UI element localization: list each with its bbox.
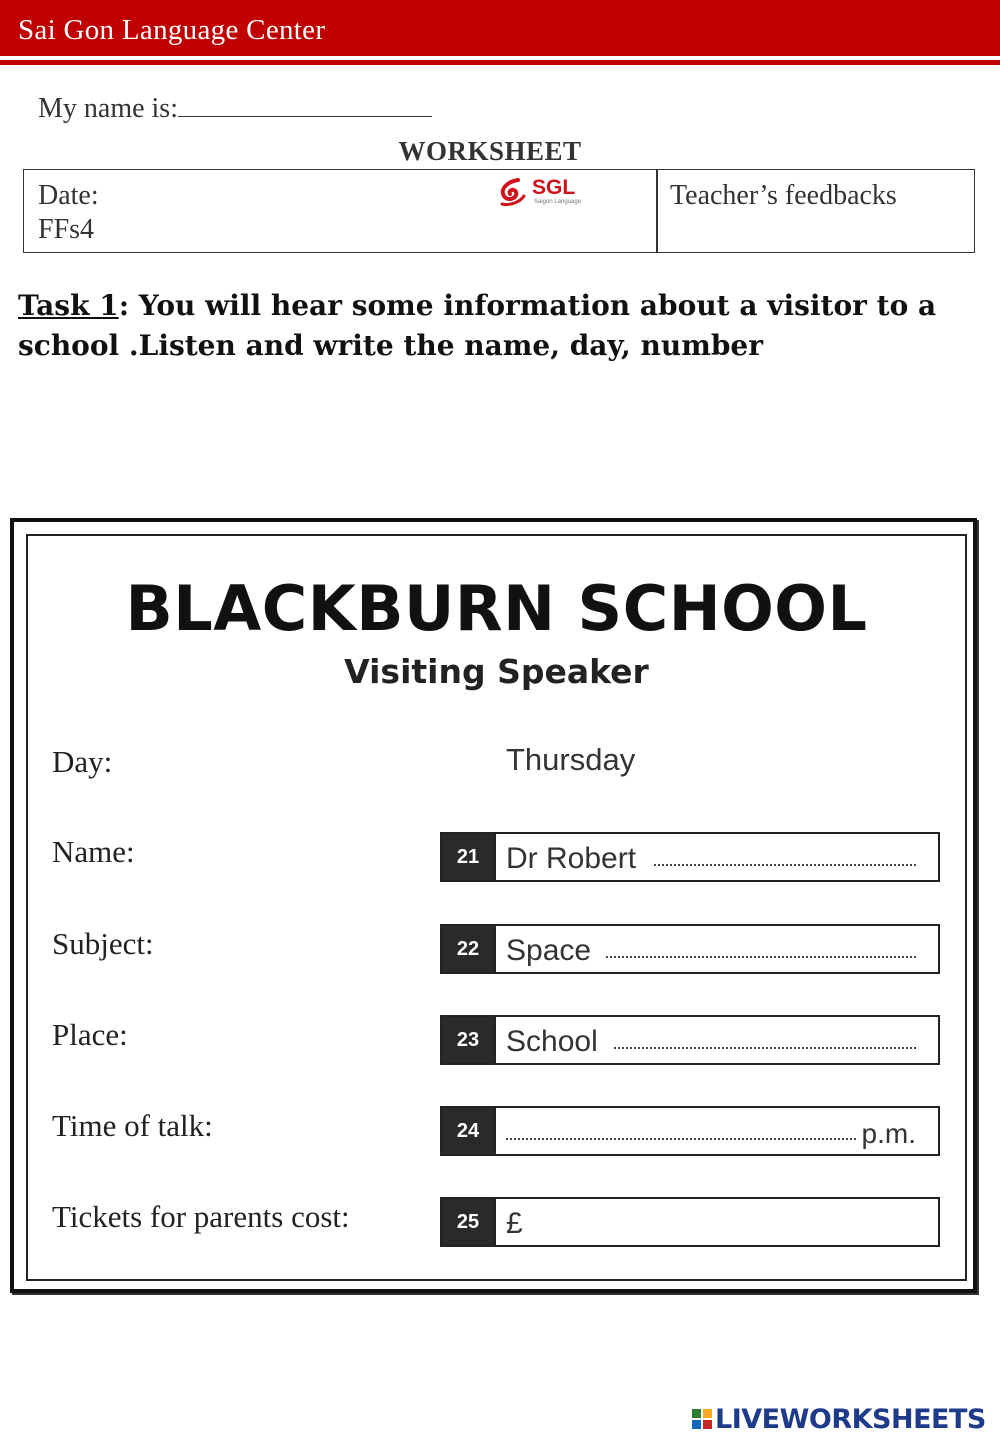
- school-title: BLACKBURN SCHOOL: [125, 572, 868, 645]
- liveworksheets-brand: LIVEWORKSHEETS: [715, 1403, 986, 1435]
- answer-text: Dr Robert: [506, 842, 637, 875]
- question-number: 24: [442, 1108, 496, 1154]
- dotted-line: [614, 1047, 916, 1049]
- question-number: 22: [442, 926, 496, 972]
- question-number: 23: [442, 1017, 496, 1063]
- feedback-label: Teacher’s feedbacks: [670, 180, 897, 211]
- field-label-time: Time of talk:: [52, 1108, 213, 1143]
- field-label-tickets: Tickets for parents cost:: [52, 1199, 350, 1234]
- task-instruction: [18, 286, 948, 366]
- name-label: My name is:: [38, 93, 178, 124]
- liveworksheets-logo: [692, 1404, 986, 1434]
- question-number: 25: [442, 1199, 496, 1245]
- currency-symbol: £: [506, 1207, 523, 1240]
- liveworksheets-icon: [692, 1409, 712, 1429]
- visitor-card-inner: [26, 534, 967, 1281]
- task-number: Task 1: [18, 289, 119, 322]
- answer-box-name[interactable]: [440, 832, 940, 882]
- center-name: Sai Gon Language Center: [18, 14, 326, 46]
- sgl-logo-subtext: Saigon Language: [534, 199, 582, 205]
- sgl-swoosh-icon: [496, 176, 530, 210]
- visitor-card: [10, 518, 977, 1293]
- name-field: [38, 88, 432, 125]
- name-blank-input[interactable]: [178, 88, 432, 117]
- sgl-logo-text: SGL: [532, 176, 576, 199]
- date-label: Date:: [38, 180, 99, 211]
- dotted-line: [606, 956, 916, 958]
- top-banner: [0, 0, 1000, 56]
- answer-box-time[interactable]: [440, 1106, 940, 1156]
- sgl-logo: [496, 176, 596, 210]
- answer-box-place[interactable]: [440, 1015, 940, 1065]
- task-text: : You will hear some information about a visitor to a school .Listen and write the name, day, number: [18, 289, 937, 362]
- field-label-place: Place:: [52, 1017, 128, 1052]
- answer-text: School: [506, 1025, 598, 1058]
- table-divider: [656, 170, 658, 252]
- dotted-line: [506, 1138, 856, 1140]
- time-unit: p.m.: [861, 1118, 916, 1149]
- day-label: Day:: [52, 744, 113, 779]
- day-value: Thursday: [506, 742, 636, 777]
- answer-box-subject[interactable]: [440, 924, 940, 974]
- info-table: [23, 169, 975, 253]
- field-label-subject: Subject:: [52, 926, 154, 961]
- dotted-line: [654, 864, 916, 866]
- banner-underline: [0, 60, 1000, 65]
- worksheet-title: WORKSHEET: [398, 136, 582, 166]
- field-label-name: Name:: [52, 834, 135, 869]
- answer-box-tickets[interactable]: [440, 1197, 940, 1247]
- answer-text: Space: [506, 934, 592, 967]
- question-number: 21: [442, 834, 496, 880]
- class-label: FFs4: [38, 214, 95, 245]
- card-subtitle: Visiting Speaker: [344, 652, 649, 691]
